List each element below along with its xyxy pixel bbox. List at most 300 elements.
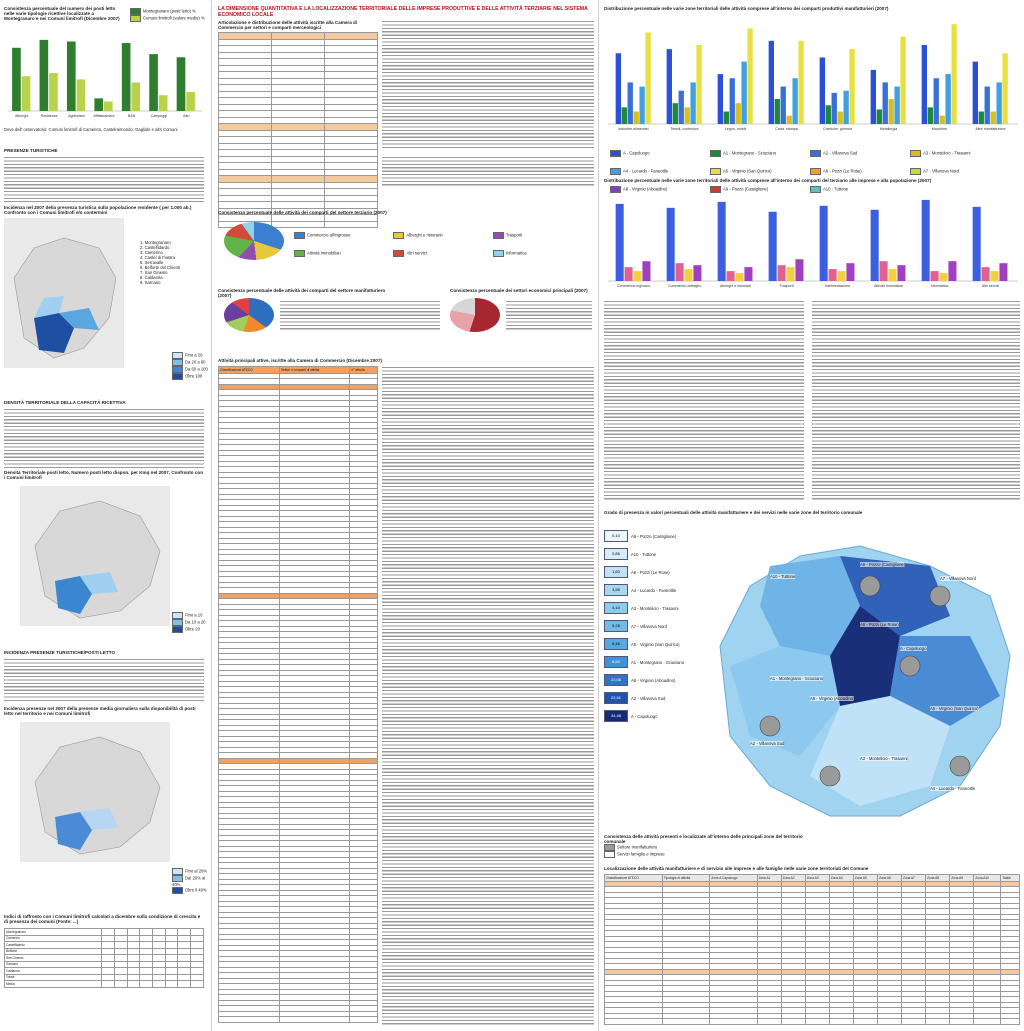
pie1-legend [294,224,594,260]
manufacturing-bar-chart [604,18,1020,138]
table-header-cell: Zona A7 [902,875,926,882]
table-row [219,1017,378,1023]
map2-legend-1: Fino a 10 [185,612,203,618]
table-cell: Sarnano [5,961,102,968]
table-cell [178,981,191,988]
bar [889,269,897,281]
map1 [4,218,124,368]
chart1-legend [610,142,1020,196]
x-tick-label: Residenze [40,114,58,118]
table-cell: San Ginesio [5,955,102,962]
map3 [20,722,170,862]
bar [792,78,797,124]
bar [846,263,854,281]
bar [883,82,888,124]
x-tick-label: Metallurgia [879,127,898,131]
legend-manifatturiero: Settore manifatturiero [617,844,658,850]
map-scale-item [604,692,704,704]
x-tick-label: Agriturismi [68,114,86,118]
map1-number-4: 4. Castel di Fiastra [140,255,175,260]
map-scale-value: 34,48 [604,710,628,722]
zone-label: A1 - Montegrano - Sciuciano [770,676,824,681]
pie1-legend-3: Trasporti [505,233,523,238]
bar [900,37,905,124]
x-tick-label: Macchine [931,127,948,131]
chart1-legend-item [710,168,810,175]
body-text [4,658,204,702]
bar [736,103,741,124]
bar [787,267,795,281]
x-tick-label: Altri [183,114,190,118]
map1-legend-2: Da 20 a 60 [185,359,206,365]
map1-legend-4: Oltre 100 [185,373,203,379]
table-cell [853,1019,877,1025]
bar [996,82,1001,124]
map-scale-label: A4 - Lucardo - Faneottle [631,587,677,593]
pie2-title: Consistenza percentuale delle attività dei comparti del settore manifatturiero (2007) [218,288,386,298]
map-scale-label: A2 - Villanova Sud [631,695,666,701]
map-scale-label: A - Capoluogo [631,713,658,719]
pie-terziario [224,222,284,260]
map-scale-value: 3,55 [604,584,628,596]
table-header-cell: Zone A Capoluogo [710,875,757,882]
x-tick-label: Altri servizi [981,284,1000,288]
map2 [20,486,170,626]
map3-legend-3: Oltre il 40% [185,887,207,893]
legend-label: A3 - Montelicio - Trasanni [923,151,971,156]
zone-table [604,874,1020,1025]
map-scale-item [604,656,704,668]
bar [94,98,103,111]
bar [778,265,786,281]
table-cell [140,981,153,988]
bar [22,76,31,111]
intro-text-2 [382,156,594,186]
bar [634,271,642,281]
map2-legend [172,612,206,633]
bar [12,48,21,111]
bar [985,87,990,124]
pie1-legend-4: Attività immobiliari [307,251,341,256]
occupancy-bar-chart [4,30,204,125]
map1-numbers [140,240,180,285]
table-row [605,1019,1020,1025]
map-scale-item [604,620,704,632]
map1-number-5: 5. Serravalle [140,260,164,265]
bar [77,79,86,111]
table-header-cell: Tipologie di attività [662,875,709,882]
bar [787,116,792,124]
table-cell: Montegranaro [5,929,102,936]
table-cell [219,1017,280,1023]
bar [685,269,693,281]
chart1-title: Distribuzione percentuale nelle varie zone territoriali delle attività comprese all'interno dei comparti produttivi manifatturieri (2007) [604,6,889,11]
pie1-legend-2: Alberghi e ristoranti [406,233,443,238]
pie1-legend-1: Commercio all'ingrosso [307,233,351,238]
table-header-cell: Zona A1 [757,875,781,882]
bar [775,99,780,124]
table-cell: Belforte [5,948,102,955]
zone-map-legend [604,834,804,858]
legend-swatch [610,150,621,157]
left-column [0,0,210,1031]
bar [747,28,752,124]
bar [880,261,888,281]
x-tick-label: Affittacamere [93,114,115,118]
bar [628,82,633,124]
table1-title: Articolazione e distribuzione delle attività iscritte alla Camera di Commercio per settori e comparti merceologici [218,20,358,30]
legend-label: A2 - Villanova Sud [823,151,858,156]
legend-label: A9 - Pozzo (Castiglione) [723,187,769,192]
table2-header-code: Classificazione ATECO [219,367,280,374]
bar [897,265,905,281]
bar [826,105,831,124]
table-cell [805,1019,829,1025]
bar [149,54,158,111]
x-tick-label: Chimiche, gomma [823,127,852,131]
map2-title: Densità Territoriale posti letto, Numero posti letto dispon. per Kmq nel 2007, Confronto con i Comuni limitrofi [4,470,203,480]
occupancy-chart-title: Consistenza percentuale del numero dei posti letto nelle varie tipologie ricettive localizzate a Montegranaro e nei Comuni limitrofi (Dicembre 2007) [4,6,120,21]
bar [931,271,939,281]
map-scale-item [604,710,704,722]
bar [131,83,140,111]
legend-label: A1 - Montegrano - Sciuciano [723,151,777,156]
bar [122,43,131,111]
bar [40,40,49,111]
chart1-legend-item [910,150,1010,157]
bar [673,103,678,124]
table-cell [829,1019,853,1025]
bar [616,53,621,124]
table-cell [950,1019,974,1025]
table-cell [102,981,115,988]
pie2-legend-text [280,300,440,330]
table-cell [153,981,166,988]
map-scale-value: 22,08 [604,674,628,686]
legend-swatch [810,168,821,175]
map1-legend-3: Da 60 a 100 [185,366,208,372]
table-cell [877,1019,901,1025]
bar [49,73,58,111]
zone-label: A8 - Virginio (Aboadino) [810,696,855,701]
x-tick-label: Campeggi [150,114,168,118]
map-scale-item [604,602,704,614]
legend-label: A5 - Virginio (San Quirico) [723,169,772,174]
zone-label: A2 - Villanova Sud [750,741,785,746]
bar [104,102,113,111]
table-cell [902,1019,926,1025]
map3-legend [172,868,210,894]
bar [922,45,927,124]
map-scale-item [604,548,704,560]
map1-shape [4,218,124,368]
bar [922,200,930,281]
bar [693,265,701,281]
map-scale-item [604,674,704,686]
bar [871,70,876,124]
bar [685,107,690,124]
map1-number-9: 9. Sarnano [140,280,161,285]
legend-swatch [610,168,621,175]
legend-servizi: Servizi famiglie e imprese [617,851,665,857]
table-cell: Media [5,981,102,988]
table-cell: Camerino [5,935,102,942]
bar [820,57,825,124]
table-cell [781,1019,805,1025]
x-tick-label: Industrie alimentari [618,127,649,131]
table-header-cell: Zona A9 [950,875,974,882]
bar [696,45,701,124]
map1-number-2: 2. Castelfidardo [140,245,170,250]
bar [639,87,644,124]
bar [736,273,744,281]
table-cell [165,981,178,988]
table-header-cell: Zona A5 [853,875,877,882]
bar [877,109,882,124]
map-scale-label: A10 - Tuttone [631,551,657,557]
map-scale-label: A7 - Villanova Nord [631,623,668,629]
map-scale-value: 8,50 [604,656,628,668]
table2-header-sector: Settori e comparti di attività [279,367,350,374]
bar [642,261,650,281]
bar [781,87,786,124]
table-cell: Totale [5,974,102,981]
section-densita-title: DENSITÀ TERRITORIALE DELLA CAPACITÀ RICETTIVA [4,400,126,405]
chart1-legend-item [610,150,710,157]
bar [849,49,854,124]
map-scale-value: 6,46 [604,638,628,650]
body-text [4,156,204,202]
table-cell [279,1017,350,1023]
map1-number-6: 6. Belforte del Chienti [140,265,181,270]
bar [1002,53,1007,124]
bar [991,112,996,124]
x-tick-label: Tessili, confezioni [670,127,699,131]
x-tick-label: Attività immobiliari [874,284,903,288]
table-cell [114,981,127,988]
legend-swatch [910,168,921,175]
x-tick-label: Commercio dettaglio [668,284,701,288]
chart2-title: Distribuzione percentuale nelle varie zone territoriali delle attività comprese all'interno dei comparti del terziario alle imprese e alla popolazione (2007) [604,178,932,183]
analysis-text [382,366,594,1026]
chart1-legend-item [810,150,910,157]
map-scale-item [604,530,704,542]
bar [951,24,956,124]
pie1-legend-6: Informatica [505,251,527,256]
body-text [812,300,1020,500]
bar [838,112,843,124]
map-scale-label: A6 - Pozzi (Le Rose) [631,569,670,575]
bar [798,41,803,124]
zone-label: A - Capoluogo [900,646,927,651]
bar [634,112,639,124]
x-tick-label: Carta, stampa [775,127,798,131]
bar [676,263,684,281]
bar [934,78,939,124]
map-scale-item [604,638,704,650]
bar [616,204,624,281]
zone-map-legend-note: Consistenza delle attività presenti e localizzate all'interno delle principali zone del territorio comunale [604,834,803,844]
legend-label: A10 - Tuttone [823,187,849,192]
bar [838,271,846,281]
pie3-title: Consistenza percentuale dei settori economici principali (2007) [450,288,588,293]
map-scale-label: A3 - Montelicio - Trasanni [631,605,679,611]
bar [159,95,168,111]
bar [730,78,735,124]
legend-label: A4 - Lucardo - Faneottle [623,169,669,174]
chart1-legend-item [910,168,1010,175]
zone-map-title: Grado di presenza in valori percentuali delle attività manifatturiere e dei servizi nelle varie zone del territorio comunale [604,510,863,515]
map-scale-label: A8 - Virginio (Aboadino) [631,677,676,683]
map2-legend-2: Da 10 a 20 [185,619,206,625]
map-scale-label: A1 - Montegrano - Sciuciano [631,659,685,665]
table-cell [757,1019,781,1025]
bar [177,57,186,111]
bar [690,82,695,124]
map3-shape [20,722,170,862]
map-scale-value: 0,10 [604,530,628,542]
bar [679,91,684,124]
intro-text [382,20,594,150]
x-tick-label: Commercio ingrosso [617,284,650,288]
bar [940,273,948,281]
table-header-cell: Zona A10 [974,875,1001,882]
table-header-cell: Zona A3 [805,875,829,882]
bar [948,261,956,281]
table-cell [605,1019,663,1025]
zone-label: A10 - Tuttone [770,574,796,579]
pie1-legend-5: Altri servizi [406,251,427,256]
table2-header-count: n° attività [350,367,378,374]
table-header-cell: Zona A6 [877,875,901,882]
map-scale-value: 4,10 [604,602,628,614]
chart1-legend-item [610,168,710,175]
section-incidenza-title: INCIDENZA PRESENZE TURISTICHE/POSTI LETTO [4,650,116,655]
bar [622,107,627,124]
zone-label: A9 - Pozzo (Castiglione) [860,562,906,567]
bar [889,99,894,124]
map-scale-item [604,584,704,596]
right-column [600,0,1024,1031]
body-text [4,408,204,468]
zone-label: A4 - Lucardo - Faneottle [930,786,976,791]
map3-legend-1: Fino al 20% [185,868,208,874]
bar [820,206,828,281]
bar [973,207,981,281]
map1-number-7: 7. San Ginesio [140,270,168,275]
table-cell: Caldarola [5,968,102,975]
chart1-legend-item [810,168,910,175]
chart1-legend-item [710,150,810,157]
map3-legend-2: Dal 20% al 40% [172,875,206,887]
legend-label: A8 - Virginio (Aboadino) [623,187,668,192]
bar [832,93,837,124]
x-tick-label: Informatica [930,284,949,288]
bar [871,210,879,281]
x-tick-label: Altre manifatturiere [975,127,1006,131]
map-scale-value: 22,51 [604,692,628,704]
table-header-cell: Zona A2 [781,875,805,882]
bar [718,74,723,124]
bar [724,112,729,124]
zone-label: A5 - Virginio (San Quirico) [930,706,979,711]
table-cell [926,1019,950,1025]
map-scale-value: 1,60 [604,566,628,578]
map-scale-value: 0,85 [604,548,628,560]
chart-note: Dove dell' osservatorio: Comuni limitrofi di Camerino, Castelraimondo, Gagliole e altri Comuni [4,127,178,132]
x-tick-label: Intermediazione [824,284,851,288]
map2-legend-3: Oltre 20 [185,626,200,632]
legend-label: A7 - Villanova Nord [923,169,960,174]
bar [795,259,803,281]
table2-title: Attività principali attive, iscritte alla Camera di Commercio (Dicembre 2007) [218,358,382,363]
bar [829,269,837,281]
bar [894,87,899,124]
map1-legend-1: Fino a 20 [185,352,203,358]
legend-label: A6 - Pozzi (Le Rose) [823,169,862,174]
map-scale-label: A9 - Pozzo (Castiglione) [631,533,677,539]
bar [625,267,633,281]
map1-legend [172,352,208,380]
bar [67,41,76,111]
table-cell [191,981,204,988]
services-bar-chart [604,190,1020,295]
bar [667,208,675,281]
table2 [218,366,378,1023]
table-header-cell: Zona A4 [829,875,853,882]
x-tick-label: B&B [127,114,136,118]
zone-label: A7 - Villanova Nord [940,576,977,581]
zone-label: A6 - Pozzi (Le Rose) [860,622,899,627]
map2-shape [20,486,170,626]
pie3-legend-text [506,300,592,330]
table-cell [662,1019,709,1025]
legend-swatch [910,150,921,157]
map1-number-3: 3. Camerino [140,250,163,255]
zone-labels [710,526,1020,826]
legend-montegranaro: Montegranaro (posti letto) % [143,8,196,14]
table-cell [710,1019,757,1025]
table1 [218,32,378,228]
bar [843,91,848,124]
bar [945,74,950,124]
bar [744,267,752,281]
bar [999,263,1007,281]
bar [973,62,978,124]
table-cell [127,981,140,988]
bar [727,271,735,281]
table-cell [350,1017,378,1023]
table-cell [974,1019,1001,1025]
x-tick-label: Trasporti [779,284,794,288]
zone-map-scale [604,530,704,728]
page-header: LA DIMENSIONE QUANTITATIVA E LA LOCALIZZAZIONE TERRITORIALE DELLE IMPRESE PRODUTTIVE E DELLE ATTIVITÀ TERZIARIE NEL SISTEMA ECONOMICO LOCALE [218,6,588,18]
table-cell: Castelfidardo [5,942,102,949]
comparison-table-title: Indici di raffronto con i Comuni limitrofi calcolati a dicembre sulla condizione di crescita e di presenza dei comuni (Fonte: ...) [4,914,201,924]
pie-settori [450,298,500,332]
x-tick-label: Legno, mobili [724,127,747,131]
table-row [5,981,204,988]
comparison-table [4,928,204,988]
table-cell [1001,1019,1020,1025]
table-header-cell: Totale [1001,875,1020,882]
bar [982,267,990,281]
map1-number-8: 8. Caldarola [140,275,163,280]
bar [769,212,777,281]
legend-swatch [810,150,821,157]
pie1-title: Consistenza percentuale delle attività dei comparti del settore terziario (2007) [218,210,387,215]
pie-manifatturiero [224,298,274,332]
